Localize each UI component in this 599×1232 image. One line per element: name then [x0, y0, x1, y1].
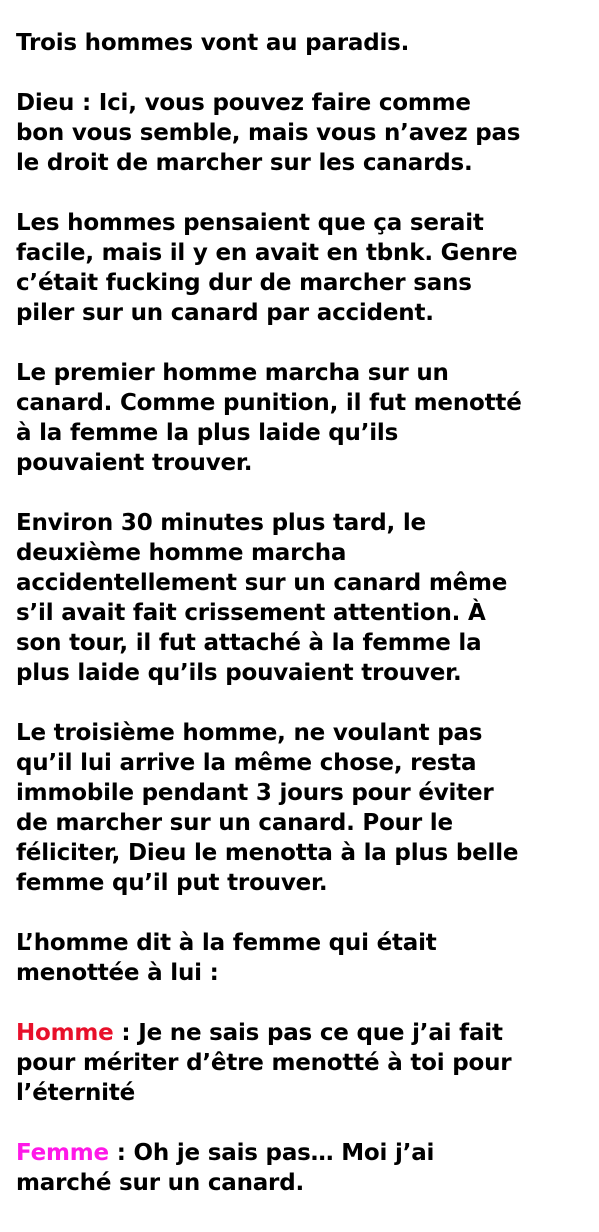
text-line: L’homme dit à la femme qui était [16, 930, 437, 956]
text-line: pouvaient trouver. [16, 450, 253, 476]
text-line: s’il avait fait crissement attention. À [16, 600, 486, 626]
text-line: Trois hommes vont au paradis. [16, 30, 410, 56]
text-line: Le troisième homme, ne voulant pas [16, 720, 483, 746]
text-line: marché sur un canard. [16, 1170, 305, 1196]
text-line: piler sur un canard par accident. [16, 300, 434, 326]
dialogue-femme [16, 1138, 589, 1198]
text-line: Dieu : Ici, vous pouvez faire comme [16, 90, 471, 116]
paragraph-third-man [16, 718, 589, 898]
text-line [16, 1018, 589, 1048]
speaker-homme-label: Homme [16, 1020, 114, 1046]
text-line: pour mériter d’être menotté à toi pour [16, 1050, 512, 1076]
text-line: Les hommes pensaient que ça serait [16, 210, 484, 236]
paragraph-second-man [16, 508, 589, 688]
dialogue-text: : Je ne sais pas ce que j’ai fait [113, 1020, 503, 1046]
text-line: le droit de marcher sur les canards. [16, 150, 473, 176]
text-line: à la femme la plus laide qu’ils [16, 420, 399, 446]
paragraph-intro [16, 28, 589, 58]
text-line: facile, mais il y en avait en tbnk. Genre [16, 240, 518, 266]
text-line: canard. Comme punition, il fut menotté [16, 390, 522, 416]
text-line: accidentellement sur un canard même [16, 570, 508, 596]
speaker-femme-label: Femme [16, 1140, 109, 1166]
text-line: l’éternité [16, 1080, 136, 1106]
paragraph-first-man [16, 358, 589, 478]
dialogue-homme [16, 1018, 589, 1108]
text-line: c’était fucking dur de marcher sans [16, 270, 472, 296]
text-line: son tour, il fut attaché à la femme la [16, 630, 482, 656]
text-line: immobile pendant 3 jours pour éviter [16, 780, 494, 806]
text-line: femme qu’il put trouver. [16, 870, 328, 896]
text-line: Environ 30 minutes plus tard, le [16, 510, 426, 536]
paragraph-man-speaks [16, 928, 589, 988]
paragraph-dieu-rule [16, 88, 589, 178]
text-line: de marcher sur un canard. Pour le [16, 810, 453, 836]
paragraph-difficulty [16, 208, 589, 328]
text-line: qu’il lui arrive la même chose, resta [16, 750, 477, 776]
text-line: deuxième homme marcha [16, 540, 347, 566]
text-line: bon vous semble, mais vous n’avez pas [16, 120, 521, 146]
text-line: féliciter, Dieu le menotta à la plus belle [16, 840, 519, 866]
text-line: plus laide qu’ils pouvaient trouver. [16, 660, 462, 686]
text-line: menottée à lui : [16, 960, 219, 986]
text-line: Le premier homme marcha sur un [16, 360, 449, 386]
text-line [16, 1138, 589, 1168]
dialogue-text: : Oh je sais pas… Moi j’ai [108, 1140, 435, 1166]
